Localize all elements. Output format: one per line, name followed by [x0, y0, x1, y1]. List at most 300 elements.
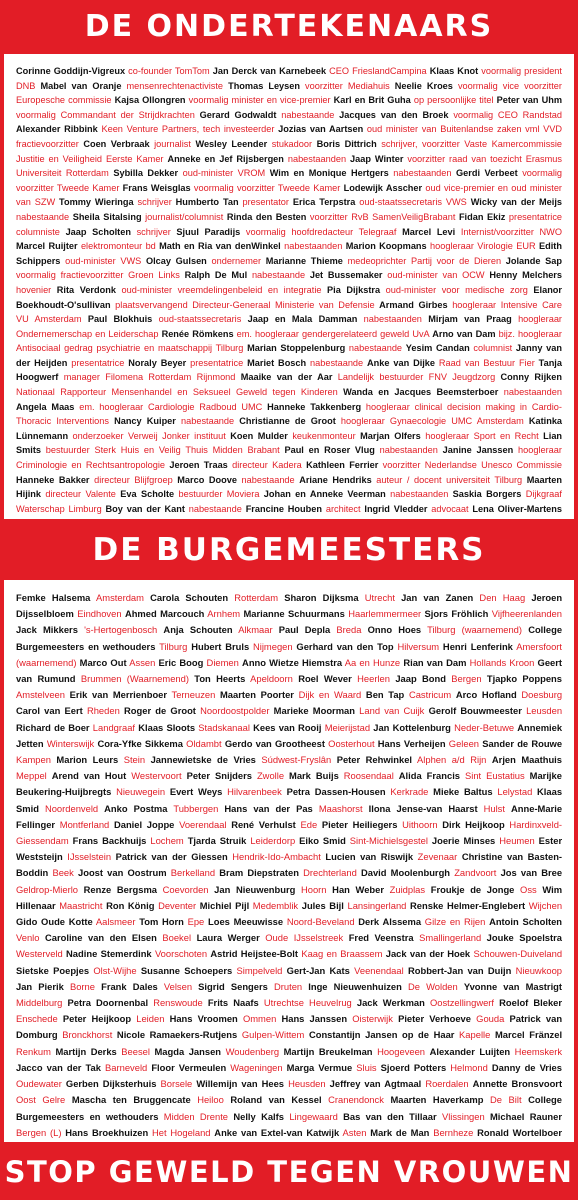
- mayor-entry: [357, 997, 494, 1008]
- mayor-entry: [368, 624, 522, 635]
- mayor-entry-place: Noordoostpolder: [200, 705, 270, 717]
- mayor-entry-name: Loes Meeuwisse: [208, 916, 284, 928]
- signatory-entry-name: Johan en Anneke Veerman: [263, 489, 386, 500]
- signatory-entry: [327, 285, 528, 295]
- signatory-entry: [367, 358, 535, 368]
- mayor-entry-name: Susanne Schoepers: [140, 964, 233, 976]
- signatory-entry-role: Dijkgraaf Waterschap Limburg: [16, 489, 562, 514]
- mayor-entry-place: Renkum: [16, 1045, 51, 1057]
- mayor-entry: [210, 948, 382, 959]
- mayor-entry-place: Lingewaard: [289, 1110, 338, 1122]
- signatory-entry: [247, 358, 363, 368]
- signatory-entry: [270, 168, 452, 178]
- mayor-entry: [16, 981, 95, 992]
- mayor-entry: [65, 1127, 210, 1138]
- signatory-entry-role: oud-staatssecretaris VWS: [359, 197, 467, 208]
- mayor-entry-name: Gerdo van Grootheest: [224, 737, 325, 749]
- mayor-entry-place: Heiloo: [197, 1094, 224, 1106]
- mayor-entry-place: Amersfoort (waarnemend): [16, 640, 563, 668]
- mayor-entry-place: Bergen (L): [16, 1126, 62, 1138]
- signatory-entry-role: plaatsvervangend Directeur-Generaal Ministerie van Defensie: [115, 299, 375, 310]
- signatory-entry-name: Koen Mulder: [230, 430, 288, 441]
- mayor-entry: [196, 1078, 325, 1089]
- mayor-entry-place: Tilburg: [159, 640, 188, 652]
- signatory-entry: [246, 504, 361, 514]
- signatory-entry-role: onderzoeker Verweij Jonker instituut: [72, 430, 226, 441]
- signatory-entry: [247, 343, 402, 353]
- signatory-entry-name: Lena Oliver-Martens: [472, 503, 562, 514]
- signatory-entry-role: nabestaande: [16, 211, 70, 222]
- mayor-entry: [16, 705, 120, 716]
- signatory-entry: [284, 445, 437, 455]
- mayor-entry-place: Oudewater: [16, 1078, 62, 1090]
- mayor-entry-name: Yvonne van Mastrigt: [463, 980, 563, 992]
- mayor-entry-place: Den Haag: [479, 592, 526, 603]
- signatory-entry-name: Paul en Roser Vlug: [284, 445, 375, 456]
- signatory-entry-name: Coen Verbraak: [83, 138, 150, 149]
- mayor-entry-place: Vijfheerenlanden: [491, 608, 562, 620]
- mayor-entry-place: Súdwest-Fryslân: [261, 754, 332, 766]
- signatory-entry-name: [289, 518, 377, 519]
- mayor-entry: [191, 641, 292, 652]
- signatory-entry: [334, 95, 494, 105]
- mayor-entry: [225, 738, 375, 749]
- signatory-entry-role: bijz. hoogleraar Antisociaal gedrag psychiatrie en maatschappij Tilburg: [16, 328, 562, 354]
- signatory-entry-name: Anneke en Jef Rijsbergen: [167, 153, 284, 164]
- mayor-entry-name: Mark de Man: [370, 1126, 430, 1138]
- signatory-entry-name: Kajsa Ollongren: [114, 95, 186, 106]
- signatory-entry-name: Maarten Hijink: [16, 474, 562, 500]
- mayor-entry-place: Gilze en Rijen: [424, 916, 486, 928]
- signatory-entry-name: Erica Terpstra: [292, 197, 356, 208]
- signatory-entry: [120, 489, 259, 499]
- mayor-entry-name: Jos van Bree: [500, 867, 563, 879]
- mayor-entry-name: Klaas Smid: [16, 786, 563, 814]
- mayor-entry-name: Henri Lenferink: [442, 640, 513, 652]
- mayor-entry-place: Middelburg: [16, 997, 63, 1009]
- mayor-entry-name: Sjoerd Potters: [380, 1061, 447, 1073]
- mayor-entry-place: Utrecht: [364, 592, 395, 603]
- mayor-entry-name: Marion Leurs: [56, 754, 119, 766]
- mayor-entry: [284, 1046, 425, 1057]
- mayor-entry-name: David Moolenburgh: [360, 867, 451, 879]
- mayor-entry-place: Alphen a/d Rijn: [417, 754, 487, 766]
- mayor-entry-place: Arnhem: [207, 608, 241, 620]
- mayor-entry-place: Hollands Kroon: [469, 656, 535, 668]
- mayor-entry-place: Maastricht: [59, 899, 103, 911]
- mayor-entry-name: Anko Postma: [104, 802, 168, 814]
- mayor-entry: [325, 851, 457, 862]
- mayor-entry-place: Winterswijk: [46, 737, 95, 749]
- mayor-entry-name: College Burgemeesters en wethouders: [16, 624, 563, 652]
- mayor-entry: [429, 705, 562, 716]
- mayor-entry-place: Olst-Wijhe: [93, 964, 137, 976]
- mayor-entry-place: Meppel: [16, 770, 47, 782]
- mayor-entry-place: Vlissingen: [441, 1110, 485, 1122]
- mayor-entry: [308, 981, 457, 992]
- mayor-entry-place: Lochem: [150, 835, 184, 847]
- mayor-entry-place: Hoorn: [300, 883, 327, 895]
- signatory-entry-name: Jet Bussemaker: [309, 270, 383, 281]
- mayor-entry-name: Hans Verheijen: [377, 737, 446, 749]
- signatory-entry-name: Arno van Dam: [432, 328, 496, 339]
- mayor-entry-name: Sander de Rouwe: [482, 737, 563, 749]
- signatory-entry-role: presentatrice: [190, 357, 244, 368]
- signatory-entry-role: keukenmonteur: [292, 430, 356, 441]
- signatory-entry-name: Mariet Bosch: [247, 357, 307, 368]
- mayor-entry: [170, 786, 282, 797]
- mayor-entry-place: Velsen: [163, 980, 193, 992]
- signatory-entry-role: voormalig hoofdredacteur Telegraaf: [245, 226, 397, 237]
- signatory-entry-role: nabestaande: [251, 270, 306, 281]
- mayor-entry: [52, 770, 182, 781]
- mayor-entry-place: Veenendaal: [354, 964, 404, 976]
- signatory-entry-name: Noraly Beyer: [128, 357, 187, 368]
- slogan-banner: STOP GEWELD TEGEN VROUWEN: [4, 1155, 574, 1189]
- mayor-entry-name: Richard de Boer: [16, 721, 90, 733]
- mayor-entry-name: Geert van Rumund: [16, 656, 563, 685]
- signatory-entry-role: voorzitter Nederlandse Unesco Commissie: [382, 460, 562, 471]
- signatory-entry: [16, 124, 274, 134]
- signatory-entry: [40, 81, 223, 91]
- mayor-entry: [370, 1127, 473, 1138]
- mayor-entry: [139, 916, 204, 927]
- mayor-entry: [219, 867, 357, 878]
- mayor-entry: [208, 997, 352, 1008]
- signatory-entry-role: nabestaanden: [393, 168, 452, 179]
- signatory-entry: [423, 518, 541, 519]
- signatory-entry: [360, 431, 539, 441]
- mayor-entry-place: Oosterhout: [328, 737, 375, 749]
- mayor-entry: [233, 1111, 337, 1122]
- mayor-entry-place: Brummen (Waarnemend): [80, 673, 189, 685]
- signatory-entry-name: Lian Smits: [16, 430, 563, 456]
- signatory-entry-name: Conny Rijken: [500, 372, 562, 383]
- signatory-entry-role: hoogleraar Intensive Care VU Amsterdam: [16, 299, 562, 325]
- mayor-entry: [78, 867, 215, 878]
- signatory-entry-name: Boy van der Kant: [105, 503, 185, 514]
- mayor-entry-name: Klaas Sloots: [138, 721, 196, 733]
- signatory-entry-name: Yesim Candan: [405, 343, 470, 354]
- signatory-entry-name: Christianne de Groot: [239, 416, 336, 427]
- signatory-entry-name: Sheila Sitalsing: [72, 211, 142, 222]
- mayor-entry-name: Sharon Dijksma: [284, 592, 359, 603]
- signatory-entry: [227, 212, 456, 222]
- mayor-entry-place: Roerdalen: [425, 1078, 469, 1090]
- mayor-entry-place: Amsterdam: [96, 592, 144, 603]
- mayor-entry-place: Kapelle: [459, 1029, 491, 1041]
- signatory-entry-role: oud-minister VWS: [65, 255, 142, 266]
- mayor-entry: [358, 916, 485, 927]
- mayor-entry-place: Oostzellingwerf: [429, 997, 495, 1009]
- signatory-entry-name: Sybilla Dekker: [113, 168, 179, 179]
- mayor-entry-place: De Wolden: [408, 980, 458, 992]
- mayor-entry: [66, 948, 207, 959]
- signatory-entry-name: Saskia Borgers: [452, 489, 522, 500]
- mayor-entry: [141, 965, 282, 976]
- signatory-entry-role: columnist: [473, 343, 513, 354]
- mayor-entry-place: Druten: [273, 980, 303, 992]
- signatory-entry-name: Henny Melchers: [489, 270, 562, 281]
- signatory-entry: [177, 475, 294, 485]
- mayor-entry: [55, 1046, 150, 1057]
- signatory-entry: [57, 285, 322, 295]
- signatory-entry: [113, 168, 265, 178]
- mayor-entry-place: Helmond: [450, 1061, 488, 1073]
- mayor-entry: [208, 916, 355, 927]
- mayor-entry-name: Mark Buijs: [289, 770, 339, 782]
- mayor-entry-place: Het Hogeland: [152, 1126, 211, 1138]
- mayor-entry-name: Anke van Extel-van Katwijk: [214, 1126, 340, 1138]
- mayor-entry-name: Jaap Bond: [395, 673, 446, 685]
- signatory-entry: [266, 256, 501, 266]
- mayor-entry-name: Jannewietske de Vries: [150, 754, 256, 766]
- signatory-entry-role: journalist/columnist: [145, 211, 224, 222]
- mayor-entry-name: Maarten Poorter: [219, 689, 294, 701]
- mayor-entry: [97, 738, 221, 749]
- mayor-entry: [330, 1078, 469, 1089]
- mayor-entry-name: Onno Hoes: [367, 624, 422, 636]
- mayor-entry-name: Constantijn Jansen op de Haar: [308, 1029, 455, 1041]
- mayor-entry-place: Asten: [342, 1126, 367, 1138]
- mayor-entry-place: Nieuwegein: [116, 786, 166, 798]
- signatory-entry-role: [488, 518, 541, 519]
- mayor-entry-place: Nieuwkoop: [515, 964, 563, 976]
- mayor-entry-name: Jacco van der Tak: [16, 1061, 101, 1073]
- signatory-entry-role: hovenier: [16, 284, 52, 295]
- signatory-entry-role: voormalig CEO Randstad: [453, 109, 562, 120]
- mayor-entry-name: Marcel Fränzel: [494, 1029, 563, 1041]
- mayor-entry: [302, 900, 407, 911]
- mayor-entry: [337, 754, 487, 765]
- signatory-entry-role: nabestaanden: [379, 445, 438, 456]
- signatory-entry-name: Sjuul Paradijs: [176, 226, 241, 237]
- mayor-entry: [67, 997, 202, 1008]
- signatory-entry-name: Frans Weisglas: [122, 182, 191, 193]
- mayor-entry-place: Wijchen: [528, 899, 563, 911]
- mayor-entry: [390, 1094, 521, 1105]
- signatory-entry-role: voorzitter raad van toezicht Erasmus Universiteit Rotterdam: [16, 153, 562, 179]
- mayor-entry-name: Mieke Baltus: [433, 786, 493, 798]
- mayor-entry-name: Jan Nieuwenburg: [214, 883, 296, 895]
- signatory-entry-name: Klaas Knot: [429, 66, 479, 76]
- signatory-entry-role: manager Filomena Rotterdam Rijnmond: [63, 372, 236, 383]
- mayor-entry-name: Martijn Derks: [55, 1045, 117, 1057]
- mayor-entry-name: Peter Snijders: [186, 770, 252, 782]
- mayor-entry: [117, 1029, 304, 1040]
- mayor-entry-name: Laura Werger: [196, 932, 260, 944]
- mayor-entry-name: Martijn Breukelman: [283, 1045, 373, 1057]
- mayor-entry-name: Peter Rehwinkel: [336, 754, 413, 766]
- mayor-entry-name: Mascha ten Bruggencate: [71, 1094, 191, 1106]
- mayor-entry-place: Schouwen-Duiveland: [473, 948, 563, 960]
- signatory-entry-name: Jeroen Traas: [169, 460, 228, 471]
- signatory-entry-role: directeur Blijfgroep: [94, 474, 173, 485]
- mayor-entry-name: Anne-Marie Fellinger: [16, 802, 563, 830]
- signatory-entry: [59, 197, 172, 207]
- mayor-entry: [116, 851, 321, 862]
- mayor-entry-name: Sietske Poepjes: [16, 964, 90, 976]
- signatory-entry-role: voorzitter RvB SamenVeiligBrabant: [309, 211, 456, 222]
- mayor-entry-name: Fred Veenstra: [348, 932, 414, 944]
- mayor-entry-place: Berkelland: [170, 867, 216, 879]
- mayor-entry-place: Hoogeveen: [377, 1045, 426, 1057]
- signatory-entry-role: journalist: [154, 138, 191, 149]
- mayor-entry-name: Annette Bronsvoort: [472, 1078, 563, 1090]
- mayor-entry-place: Kerkrade: [390, 786, 429, 798]
- mayor-entry-place: Zwolle: [256, 770, 285, 782]
- mayor-entry-name: Patrick van der Giessen: [115, 851, 228, 863]
- mayor-entry: [45, 932, 191, 943]
- signatory-entry: [162, 329, 430, 339]
- mayor-entry-place: Venlo: [16, 932, 40, 944]
- signatory-entry: [264, 489, 449, 499]
- signatory-entry-name: Ralph De Mul: [184, 270, 248, 281]
- mayor-entry: [366, 689, 451, 700]
- mayor-entry-place: Assen: [129, 656, 156, 668]
- signatory-entry-role: [244, 518, 286, 519]
- mayor-entry-name: Jeroen Dijsselbloem: [16, 592, 563, 620]
- mayor-entry-place: Hulst: [483, 802, 505, 814]
- signatory-entry-role: auteur / docent universiteit Tilburg: [376, 474, 523, 485]
- mayor-entry-place: Westervoort: [131, 770, 182, 782]
- mayor-entry-name: Maarten Haverkamp: [390, 1094, 484, 1106]
- mayor-entry: [198, 981, 302, 992]
- signatory-entry-role: presentatrice: [71, 357, 125, 368]
- mayor-entry-name: Ben Tap: [365, 689, 405, 701]
- signatory-entry-role: elektromonteur bd: [80, 241, 156, 252]
- mayor-entry-name: Astrid Heijstee-Bolt: [210, 948, 299, 960]
- mayor-entry: [433, 786, 532, 797]
- signatory-entry-role: nabestaanden: [503, 387, 562, 398]
- signatory-entry-name: Ariane Hendriks: [299, 474, 372, 485]
- signatory-entry-name: Renée Römkens: [161, 328, 234, 339]
- mayor-entry: [101, 981, 192, 992]
- mayor-entry-name: Antoin Scholten: [489, 916, 563, 928]
- signatory-entry-name: Katinka Lünnemann: [16, 416, 563, 441]
- mayor-entry-place: Leiderdorp: [250, 835, 296, 847]
- signatory-entry-name: Jolande Sap: [505, 255, 563, 266]
- mayor-entry: [106, 900, 196, 911]
- signatory-entry-name: Jaap Winter: [350, 153, 404, 164]
- signatories-heading: DE ONDERTEKENAARS: [84, 9, 494, 44]
- mayor-entry-name: Kees van Rooij: [253, 721, 322, 733]
- mayor-entry-place: Gulpen-Wittem: [241, 1029, 305, 1041]
- mayor-entry-place: Heemskerk: [514, 1045, 563, 1057]
- mayor-entry-name: Erik van Merrienboer: [69, 689, 168, 701]
- mayor-entry-name: Eiko Smid: [299, 835, 346, 847]
- mayor-entry-place: Aa en Hunze: [344, 656, 401, 668]
- mayor-entry-place: Heumen: [499, 835, 535, 847]
- signatory-entry-name: Tanja Hoogwerf: [16, 357, 562, 383]
- signatory-entry-name: Kathleen Ferrier: [306, 460, 379, 471]
- signatory-entry-name: Mabel van Oranje: [40, 80, 122, 91]
- mayor-entry-place: Renswoude: [153, 997, 203, 1009]
- mayor-entry-place: Stadskanaal: [198, 721, 250, 733]
- mayor-entry-name: Bas van den Tillaar: [343, 1110, 437, 1122]
- mayor-entry-place: Oss: [520, 883, 537, 895]
- signatory-entry-role: op persoonlijke titel: [413, 95, 494, 106]
- mayor-entry-name: Marco Out: [79, 656, 127, 668]
- mayor-entry: [224, 803, 362, 814]
- mayor-entry: [403, 657, 534, 668]
- mayor-entry-name: Paul Depla: [278, 624, 331, 636]
- mayor-entry-place: Land van Cuijk: [359, 705, 425, 717]
- mayor-entry: [410, 900, 562, 911]
- mayor-entry: [431, 884, 537, 895]
- mayor-entry-name: Jan van Zanen: [401, 592, 474, 603]
- mayor-entry-name: Anno Wietze Hiemstra: [242, 656, 343, 668]
- mayor-entry-name: Annemiek Jetten: [16, 721, 563, 749]
- signatory-entry-name: Fidan Ekiz: [458, 211, 506, 222]
- signatory-entry-name: Rita Verdonk: [56, 284, 116, 295]
- mayor-entry: [197, 932, 344, 943]
- mayor-entry: [200, 900, 298, 911]
- mayor-entry-place: Sint-Michielsgestel: [349, 835, 428, 847]
- mayor-entry: [369, 803, 505, 814]
- mayor-entry-name: Gerhard van den Top: [296, 640, 394, 652]
- mayor-entry-name: Hubert Bruls: [191, 640, 250, 652]
- mayor-entry-name: Willemijn van Hees: [196, 1078, 285, 1090]
- mayor-entry-name: Bram Diepstraten: [219, 867, 299, 879]
- signatory-entry-role: voormalig voorzitter Tweede Kamer: [193, 182, 341, 193]
- signatory-entry-name: Mirjam van Praag: [428, 314, 512, 325]
- signatory-entry-role: voormalig fractievoorzitter Groen Links: [16, 270, 180, 281]
- mayor-entry-place: Meierijstad: [324, 721, 371, 733]
- mayor-entry-name: Derk Alssema: [358, 916, 422, 928]
- mayor-entry-place: Wageningen: [230, 1061, 283, 1073]
- mayor-entry-name: Nadine Stemerdink: [66, 948, 152, 960]
- signatories-list: [16, 64, 562, 519]
- signatory-entry-name: Karl en Brit Guha: [333, 95, 411, 106]
- signatory-entry-name: Angela Maas: [16, 401, 75, 412]
- signatory-entry-role: voormalig minister en vice-premier: [188, 95, 331, 106]
- signatory-entry-role: nabestaanden: [284, 241, 343, 252]
- mayor-entry-name: Marijke Beukering-Huijbregts: [16, 770, 562, 798]
- mayor-entry: [125, 608, 240, 619]
- signatory-entry: [293, 197, 467, 207]
- signatory-entry-role: nabestaande: [188, 503, 242, 514]
- signatory-entry: [16, 66, 210, 76]
- mayor-entry: [63, 1013, 165, 1024]
- signatory-entry: [241, 372, 495, 382]
- mayor-entry-place: Hardinxveld-Giessendam: [16, 818, 563, 847]
- signatory-entry-role: stukadoor: [271, 138, 313, 149]
- signatory-entry: [83, 139, 191, 149]
- signatory-entry-role: Keen Venture Partners, tech investeerder: [101, 124, 275, 135]
- signatory-entry: [159, 241, 342, 251]
- mayor-entry-place: Gouda: [476, 1013, 505, 1025]
- signatory-entry: [114, 416, 234, 426]
- mayor-entry-name: Michael Rauner: [490, 1110, 563, 1122]
- mayor-entry-name: Christine van Basten-Boddin: [16, 851, 563, 879]
- mayor-entry-name: Nelly Kalfs: [233, 1110, 285, 1122]
- mayor-entry: [194, 673, 293, 684]
- signatory-entry-role: nabestaande: [310, 357, 364, 368]
- signatory-entry-role: bestuurder Moviera: [178, 489, 260, 500]
- mayor-entry-name: Dirk Heijkoop: [442, 818, 505, 830]
- mayor-entry-name: Jan Pierik: [16, 980, 64, 992]
- signatory-entry: [16, 402, 262, 412]
- mayor-entry-place: Westerveld: [16, 948, 63, 960]
- mayor-entry-name: Eric Boog: [158, 656, 204, 668]
- mayor-entry-place: Bronckhorst: [62, 1029, 113, 1041]
- mayor-entry-place: Roosendaal: [343, 770, 394, 782]
- signatory-entry-name: Peter van Uhm: [496, 95, 562, 106]
- mayor-entry: [432, 835, 535, 846]
- mayor-entry: [386, 948, 562, 959]
- signatory-entry-role: hoogleraar Virologie EUR: [430, 241, 536, 252]
